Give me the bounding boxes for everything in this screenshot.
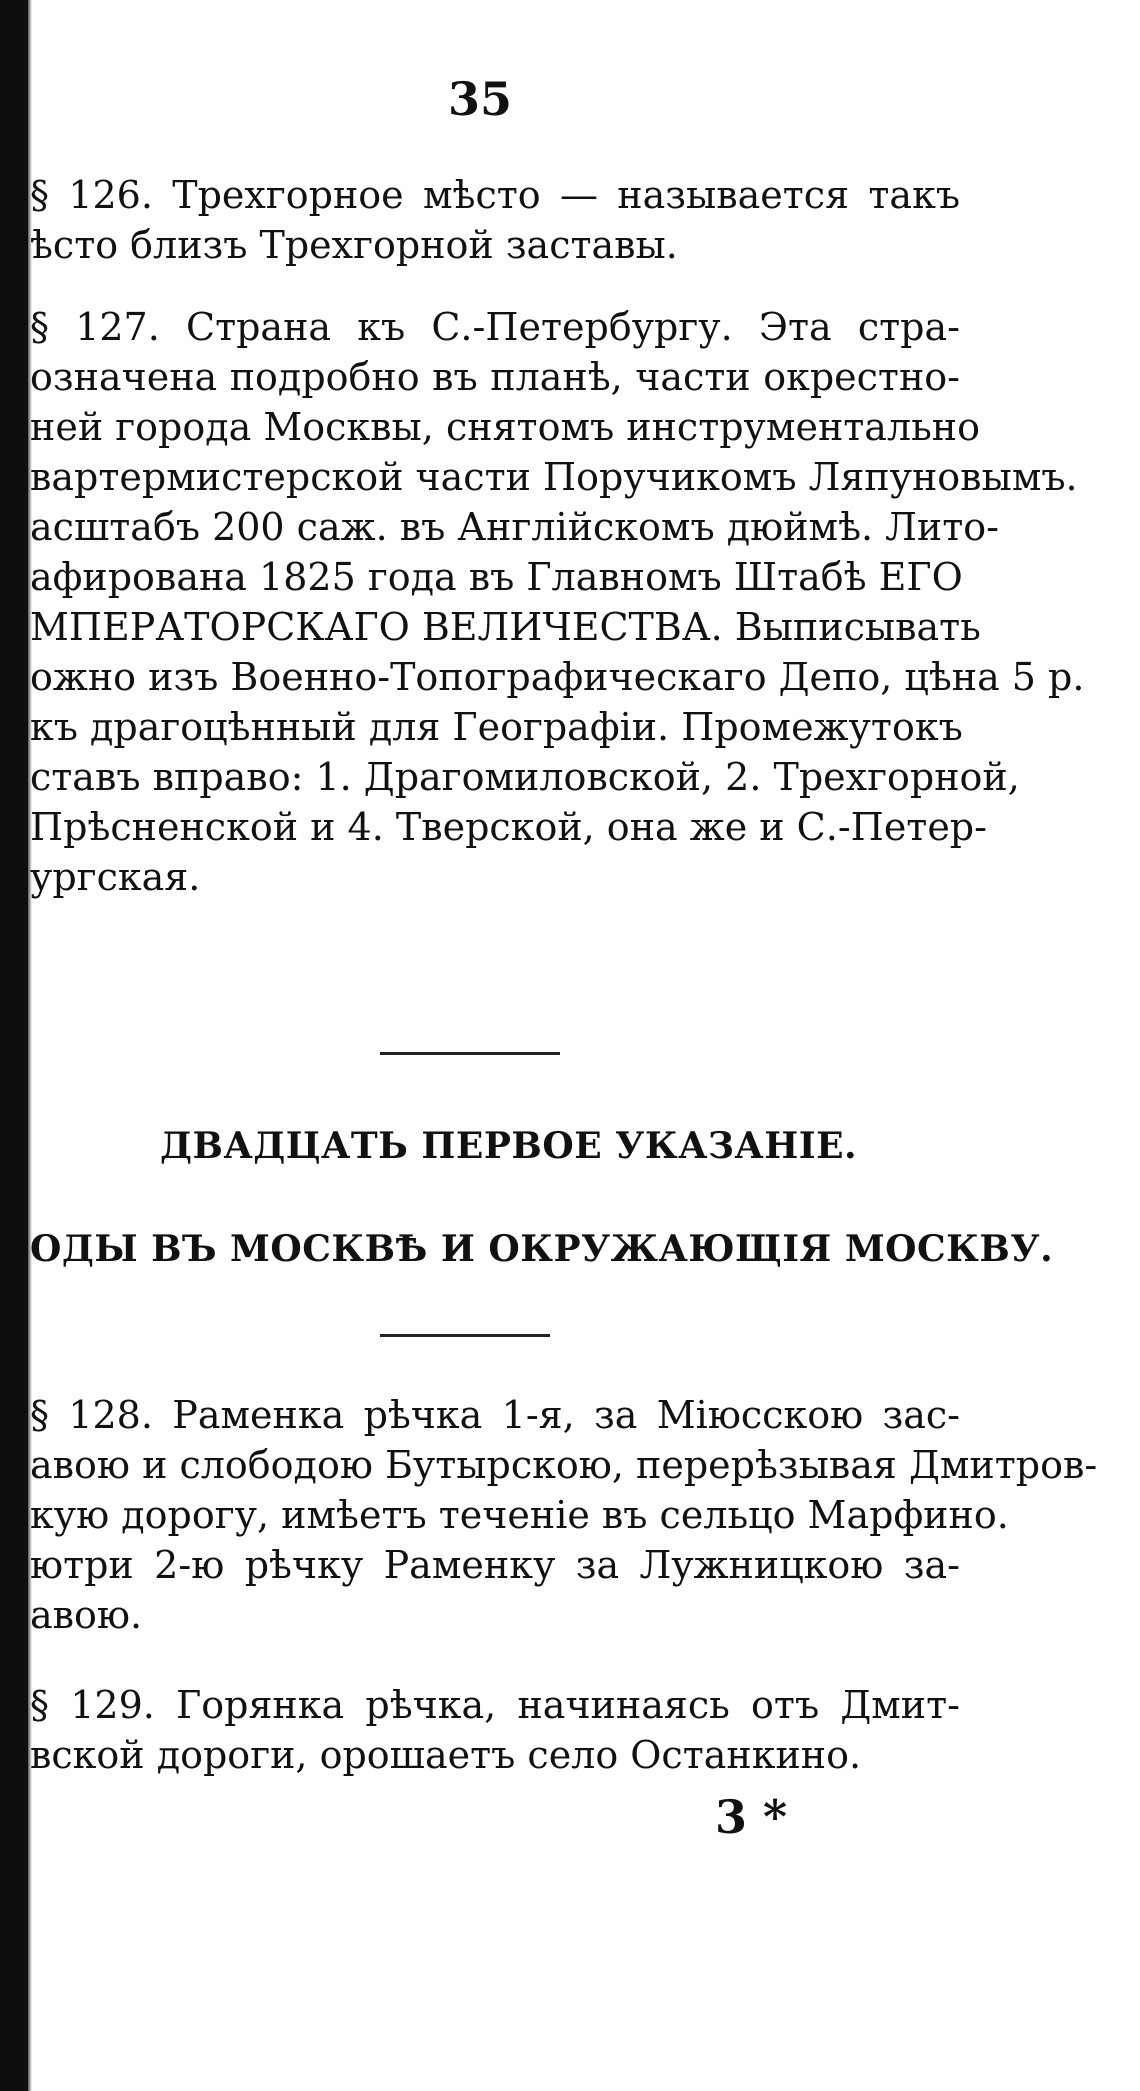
- text-line: афирована 1825 года въ Главномъ Штабѣ ЕГО: [30, 555, 963, 599]
- text-line: ургская.: [30, 855, 201, 899]
- book-spine-shadow: [0, 0, 28, 2091]
- chapter-heading: ДВАДЦАТЬ ПЕРВОЕ УКАЗАНІЕ.: [160, 1125, 858, 1167]
- text-line: вартермистерской части Поручикомъ Ляпуновымъ.: [30, 455, 1078, 499]
- text-line: авою и слободою Бутырскою, перерѣзывая Дмитров-: [30, 1443, 1098, 1487]
- page-number: 35: [447, 72, 512, 126]
- text-line: МПЕРАТОРСКАГО ВЕЛИЧЕСТВА. Выписывать: [30, 605, 981, 649]
- text-line: къ драгоцѣнный для Географіи. Промежутокъ: [30, 705, 963, 749]
- signature-mark: 3 *: [715, 1790, 788, 1844]
- section-128: [30, 1390, 1098, 1640]
- text-line: авою.: [30, 1593, 143, 1637]
- section-129: [30, 1680, 960, 1780]
- divider-rule-short: [380, 1334, 550, 1337]
- text-line: ѣсто близъ Трехгорной заставы.: [30, 223, 678, 267]
- text-line: ней города Москвы, снятомъ инструментально: [30, 405, 980, 449]
- text-line: § 126. Трехгорное мѣсто — называется такъ: [30, 173, 960, 217]
- section-127: [30, 302, 1085, 902]
- text-line: ютри 2-ю рѣчку Раменку за Лужницкою за-: [30, 1543, 960, 1587]
- text-line: означена подробно въ планѣ, части окрестно-: [30, 355, 960, 399]
- divider-rule: [380, 1052, 560, 1055]
- text-line: § 127. Страна къ С.-Петербургу. Эта стра-: [30, 305, 960, 349]
- text-line: § 129. Горянка рѣчка, начинаясь отъ Дмит-: [30, 1683, 960, 1727]
- text-line: § 128. Раменка рѣчка 1-я, за Міюсскою зас-: [30, 1393, 960, 1437]
- text-line: Прѣсненской и 4. Тверской, она же и С.-Петер-: [30, 805, 987, 849]
- chapter-subheading: ОДЫ ВЪ МОСКВѢ И ОКРУЖАЮЩІЯ МОСКВУ.: [30, 1228, 1054, 1270]
- text-line: вской дороги, орошаетъ село Останкино.: [30, 1733, 862, 1777]
- section-126: [30, 170, 960, 270]
- text-line: асштабъ 200 саж. въ Англійскомъ дюймѣ. Лито-: [30, 505, 999, 549]
- text-line: кую дорогу, имѣетъ теченіе въ сельцо Марфино.: [30, 1493, 1009, 1537]
- text-line: ставъ вправо: 1. Драгомиловской, 2. Трехгорной,: [30, 755, 1020, 799]
- text-line: ожно изъ Военно-Топографическаго Депо, цѣна 5 р.: [30, 655, 1085, 699]
